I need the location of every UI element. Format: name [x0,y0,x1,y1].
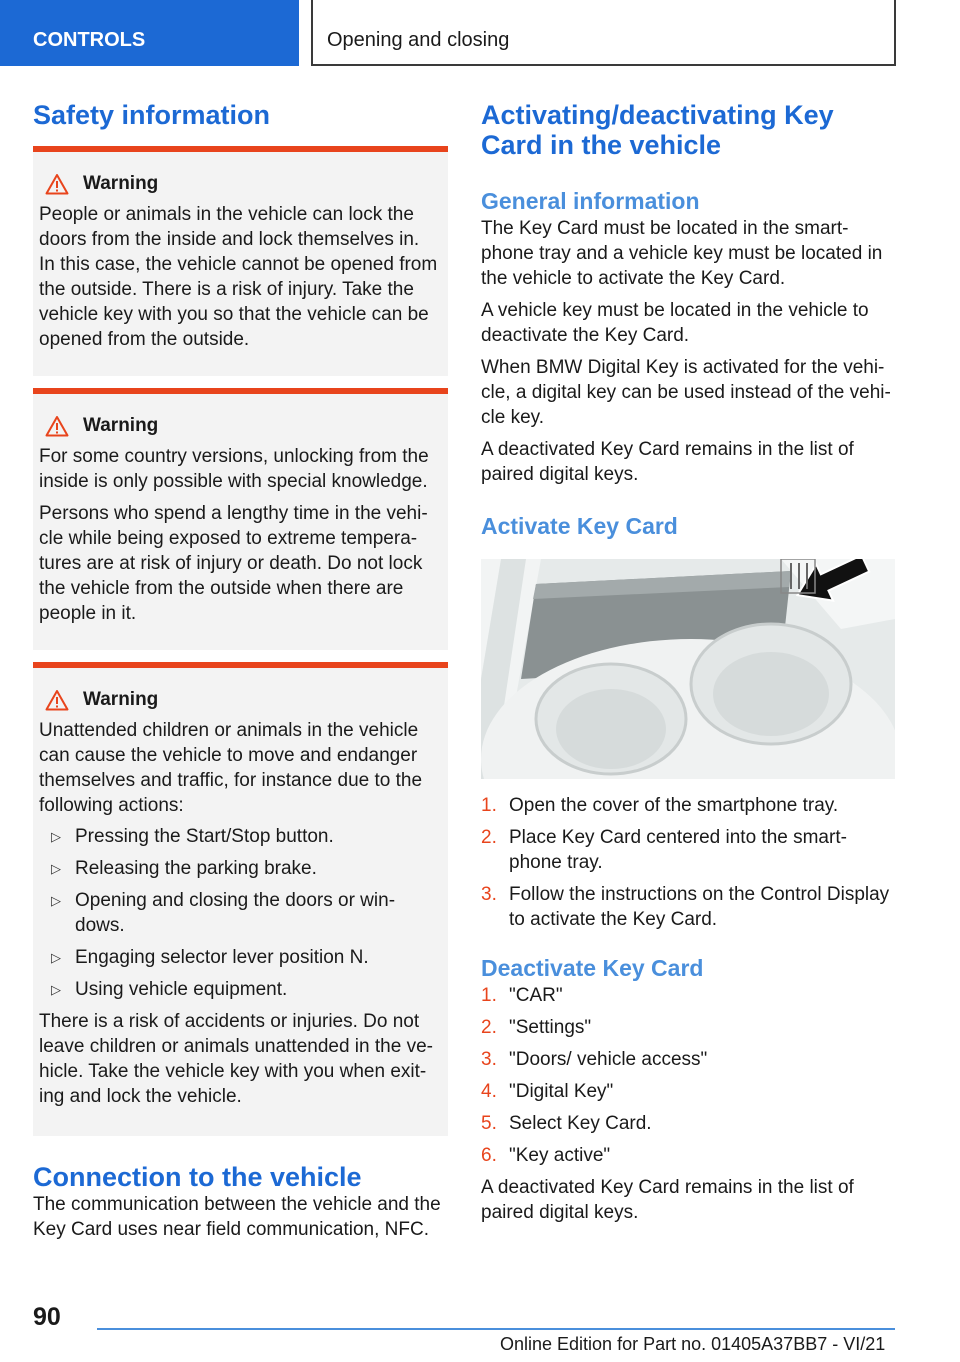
closing-paragraph: A deactivated Key Card remains in the list of paired digital keys. [481,1177,854,1223]
general-paragraph: A deactivated Key Card remains in the list of paired digital keys. [481,439,854,485]
list-item-text: Engaging selector lever position N. [75,947,369,968]
list-item-text: Using vehicle equipment. [75,979,288,1000]
warning-outro: There is a risk of accidents or injuries. Do not leave children or animals unattended in the ve‐hicle. Take the vehicle key with you when exit‐ing and lock the vehicle. [39,1011,433,1107]
section-tab [0,0,299,66]
step-text: "Digital Key" [509,1081,614,1102]
smartphone-tray-image [481,559,895,779]
step-item [481,882,895,932]
step-item [481,1111,895,1136]
connection-text: The communication between the vehicle and the Key Card uses near field communication, NFC. [33,1194,441,1240]
warning-title-row [39,172,440,196]
page-number: 90 [33,1303,61,1331]
list-item [39,824,440,849]
chapter-header [311,0,896,66]
general-paragraph: When BMW Digital Key is activated for the vehi‐cle, a digital key can be used instead of the vehi‐cle key. [481,357,891,428]
step-number: 5. [481,1113,497,1134]
step-number: 2. [481,1017,497,1038]
triangle-bullet-icon: ▷ [51,950,61,965]
step-number: 1. [481,795,497,816]
list-item [39,977,440,1002]
triangle-bullet-icon: ▷ [51,982,61,997]
step-number: 1. [481,985,497,1006]
connection-heading: Connection to the vehicle [33,1162,362,1192]
step-item [481,793,895,818]
left-column [33,100,448,1242]
right-column [481,100,895,1225]
warning-text: Persons who spend a lengthy time in the vehi‐cle while being exposed to extreme tempera‐tures are at risk of injury or death. Do not lock the vehicle from the outside when there are people in it. [39,503,428,624]
step-text: Follow the instructions on the Control Display to activate the Key Card. [509,884,890,930]
step-text: "Doors/ vehicle access" [509,1049,708,1070]
step-text: Open the cover of the smartphone tray. [509,795,839,816]
chapter-label: Opening and closing [327,29,510,51]
list-item [39,945,440,970]
warning-title: Warning [83,689,159,710]
warning-text: People or animals in the vehicle can lock the doors from the inside and lock themselves in. In this case, the vehicle cannot be opened from the outside. There is a risk of injury. Take the vehicle key with you so that the vehicle can be opened from the outside. [39,204,438,350]
activate-heading: Activate Key Card [481,513,678,539]
warning-bullet-list [39,824,440,1002]
list-item [39,888,440,938]
list-item-text: Pressing the Start/Stop button. [75,826,334,847]
deactivate-steps-list [481,983,895,1168]
step-text: Select Key Card. [509,1113,652,1134]
warning-text: For some country versions, unlocking from the inside is only possible with special knowledge. [39,446,429,492]
warning-title: Warning [83,173,159,194]
safety-heading: Safety information [33,100,271,130]
general-paragraph: A vehicle key must be located in the vehicle to deactivate the Key Card. [481,300,869,346]
list-item-text: Opening and closing the doors or win‐dows. [75,890,396,936]
warning-box [33,388,448,650]
list-item-text: Releasing the parking brake. [75,858,317,879]
step-item [481,1015,895,1040]
activating-heading: Activating/deactivating Key Card in the vehicle [481,100,834,160]
step-number: 2. [481,827,497,848]
triangle-bullet-icon: ▷ [51,893,61,908]
triangle-bullet-icon: ▷ [51,861,61,876]
step-item [481,1047,895,1072]
step-text: Place Key Card centered into the smart‐phone tray. [509,827,847,873]
step-number: 4. [481,1081,497,1102]
general-paragraph: The Key Card must be located in the smart‐phone tray and a vehicle key must be located in the vehicle to activate the Key Card. [481,218,883,289]
step-number: 6. [481,1145,497,1166]
step-item [481,1143,895,1168]
triangle-bullet-icon: ▷ [51,829,61,844]
footer-divider [97,1328,895,1330]
edition-note: Online Edition for Part no. 01405A37BB7 - VI/21 [500,1334,886,1354]
step-text: "Key active" [509,1145,611,1166]
deactivate-heading: Deactivate Key Card [481,955,704,981]
list-item [39,856,440,881]
step-item [481,1079,895,1104]
general-info-heading: General information [481,188,700,214]
warning-box [33,146,448,376]
step-text: "Settings" [509,1017,592,1038]
section-label: CONTROLS [33,29,146,51]
step-text: "CAR" [509,985,563,1006]
warning-triangle-icon [45,689,69,711]
step-item [481,983,895,1008]
warning-triangle-icon [45,415,69,437]
warning-title: Warning [83,415,159,436]
warning-title-row [39,414,440,438]
step-item [481,825,895,875]
step-number: 3. [481,884,497,905]
warning-intro: Unattended children or animals in the vehicle can cause the vehicle to move and endanger themselves and traffic, for instance due to the following actions: [39,720,423,816]
warning-box [33,662,448,1136]
smartphone-tray-illustration [481,559,895,779]
activate-steps-list [481,793,895,932]
step-number: 3. [481,1049,497,1070]
warning-triangle-icon [45,173,69,195]
warning-title-row [39,688,440,712]
